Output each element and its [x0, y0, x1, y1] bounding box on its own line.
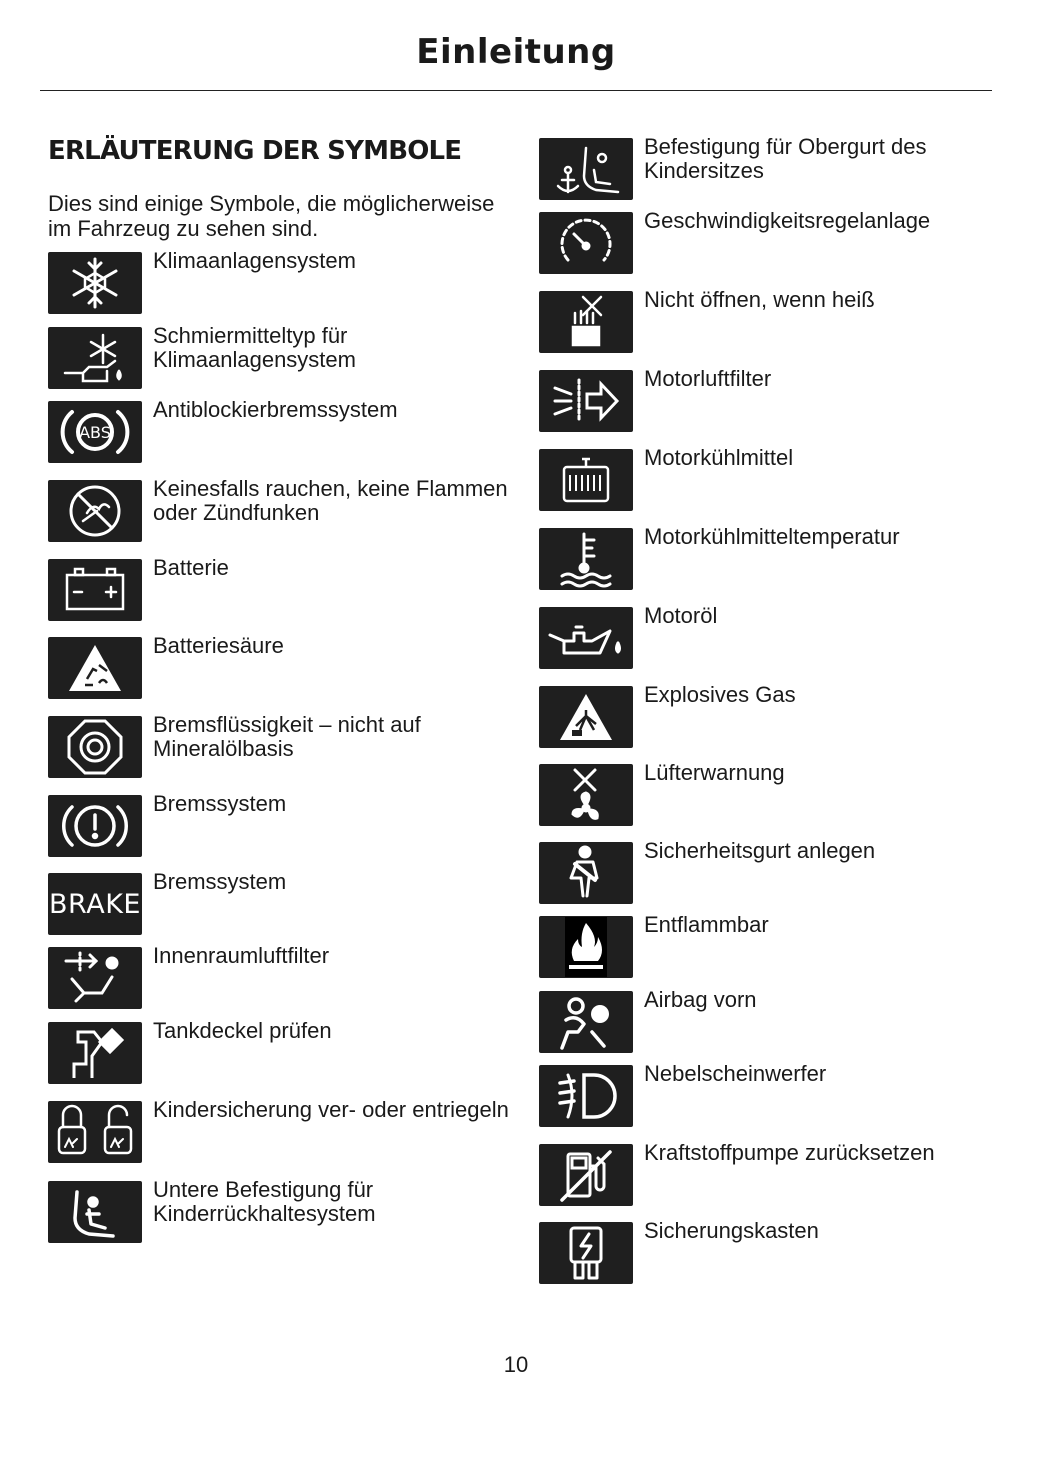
intro-text: Dies sind einige Symbole, die möglicherweise im Fahrzeug zu sehen sind. [48, 191, 495, 241]
brake-text-icon [48, 873, 142, 935]
symbol-row-explosive-gas [539, 682, 984, 748]
symbol-label: Klimaanlagensystem [153, 248, 356, 273]
symbol-row-cabin-air-filter [48, 943, 513, 1009]
symbol-row-coolant-temperature [539, 524, 984, 590]
symbol-label: Batterie [153, 555, 229, 580]
symbol-label: Geschwindigkeitsregelanlage [644, 208, 931, 233]
symbol-label: Tankdeckel prüfen [153, 1018, 332, 1043]
brake-system-icon [48, 795, 142, 857]
symbol-row-child-seat-lower [48, 1177, 513, 1243]
symbol-row-brake-text [48, 869, 513, 935]
symbol-label: Sicherungskasten [644, 1218, 819, 1243]
engine-oil-icon [539, 607, 633, 669]
engine-coolant-icon [539, 449, 633, 511]
symbol-row-do-not-open-hot [539, 287, 984, 353]
symbol-label: Bremssystem [153, 869, 287, 894]
ac-lubricant-icon [48, 327, 142, 389]
symbol-label: Bremsflüssigkeit – nicht auf Mineralölbasis [153, 712, 421, 761]
fuse-box-icon [539, 1222, 633, 1284]
symbol-row-brake-system [48, 791, 513, 857]
symbol-row-child-seat-tether [539, 134, 984, 200]
symbol-label: Antiblockierbremssystem [153, 397, 398, 422]
symbol-label: Sicherheitsgurt anlegen [644, 838, 876, 863]
child-lock-icon [48, 1101, 142, 1163]
speed-control-icon [539, 212, 633, 274]
section-heading: ERLÄUTERUNG DER SYMBOLE [48, 136, 462, 166]
check-fuel-cap-icon [48, 1022, 142, 1084]
svg-text:ABS: ABS [79, 423, 111, 442]
symbol-label: Untere Befestigung für Kinderrückhaltesystem [153, 1177, 376, 1226]
symbol-label: Kraftstoffpumpe zurücksetzen [644, 1140, 935, 1165]
symbol-row-abs [48, 397, 513, 463]
explosive-gas-icon [539, 686, 633, 748]
fuel-pump-reset-icon [539, 1144, 633, 1206]
symbol-row-ac-lubricant [48, 323, 513, 389]
symbol-label: Nebelscheinwerfer [644, 1061, 827, 1086]
symbol-row-fuel-pump-reset [539, 1140, 984, 1206]
battery-icon [48, 559, 142, 621]
symbol-row-fog-lamp [539, 1061, 984, 1127]
page-number: 10 [503, 1352, 529, 1377]
fan-warning-icon [539, 764, 633, 826]
symbol-label: Motoröl [644, 603, 718, 628]
symbol-row-front-airbag [539, 987, 984, 1053]
symbol-row-battery-acid [48, 633, 513, 699]
symbol-row-no-smoking [48, 476, 513, 542]
symbol-label: Batteriesäure [153, 633, 284, 658]
symbol-label: Befestigung für Obergurt des Kindersitzes [644, 134, 927, 183]
symbol-label: Keinesfalls rauchen, keine Flammen oder Zündfunken [153, 476, 508, 525]
symbol-row-engine-coolant [539, 445, 984, 511]
page-title: Einleitung [416, 32, 616, 72]
symbol-row-child-lock [48, 1097, 513, 1163]
do-not-open-hot-icon [539, 291, 633, 353]
brake-text: BRAKE [49, 888, 141, 920]
air-conditioning-icon [48, 252, 142, 314]
seatbelt-icon [539, 842, 633, 904]
symbol-label: Innenraumluftfilter [153, 943, 330, 968]
fog-lamp-icon [539, 1065, 633, 1127]
symbol-label: Lüfterwarnung [644, 760, 785, 785]
symbol-label: Kindersicherung ver- oder entriegeln [153, 1097, 509, 1122]
symbol-label: Entflammbar [644, 912, 769, 937]
symbol-label: Schmiermitteltyp für Klimaanlagensystem [153, 323, 356, 372]
symbol-label: Explosives Gas [644, 682, 796, 707]
symbol-row-engine-air-filter [539, 366, 984, 432]
symbol-row-flammable [539, 912, 984, 978]
symbol-row-engine-oil [539, 603, 984, 669]
child-seat-tether-anchor-icon [539, 138, 633, 200]
child-seat-lower-anchor-icon [48, 1181, 142, 1243]
battery-acid-icon [48, 637, 142, 699]
symbol-label: Motorkühlmitteltemperatur [644, 524, 900, 549]
symbol-row-speed-control [539, 208, 984, 274]
symbol-row-fuse-box [539, 1218, 984, 1284]
symbol-label: Motorluftfilter [644, 366, 772, 391]
symbol-row-battery [48, 555, 513, 621]
symbol-label: Nicht öffnen, wenn heiß [644, 287, 875, 312]
title-divider [40, 90, 992, 91]
no-smoking-icon [48, 480, 142, 542]
engine-air-filter-icon [539, 370, 633, 432]
coolant-temperature-icon [539, 528, 633, 590]
symbol-row-fuel-cap [48, 1018, 513, 1084]
abs-icon [48, 401, 142, 463]
symbol-row-seatbelt [539, 838, 984, 904]
cabin-air-filter-icon [48, 947, 142, 1009]
symbol-row-brake-fluid [48, 712, 513, 778]
symbol-label: Motorkühlmittel [644, 445, 794, 470]
brake-fluid-icon [48, 716, 142, 778]
symbol-label: Airbag vorn [644, 987, 757, 1012]
symbol-row-air-conditioning [48, 248, 513, 314]
symbol-row-fan-warning [539, 760, 984, 826]
flammable-icon [539, 916, 633, 978]
front-airbag-icon [539, 991, 633, 1053]
symbol-label: Bremssystem [153, 791, 287, 816]
